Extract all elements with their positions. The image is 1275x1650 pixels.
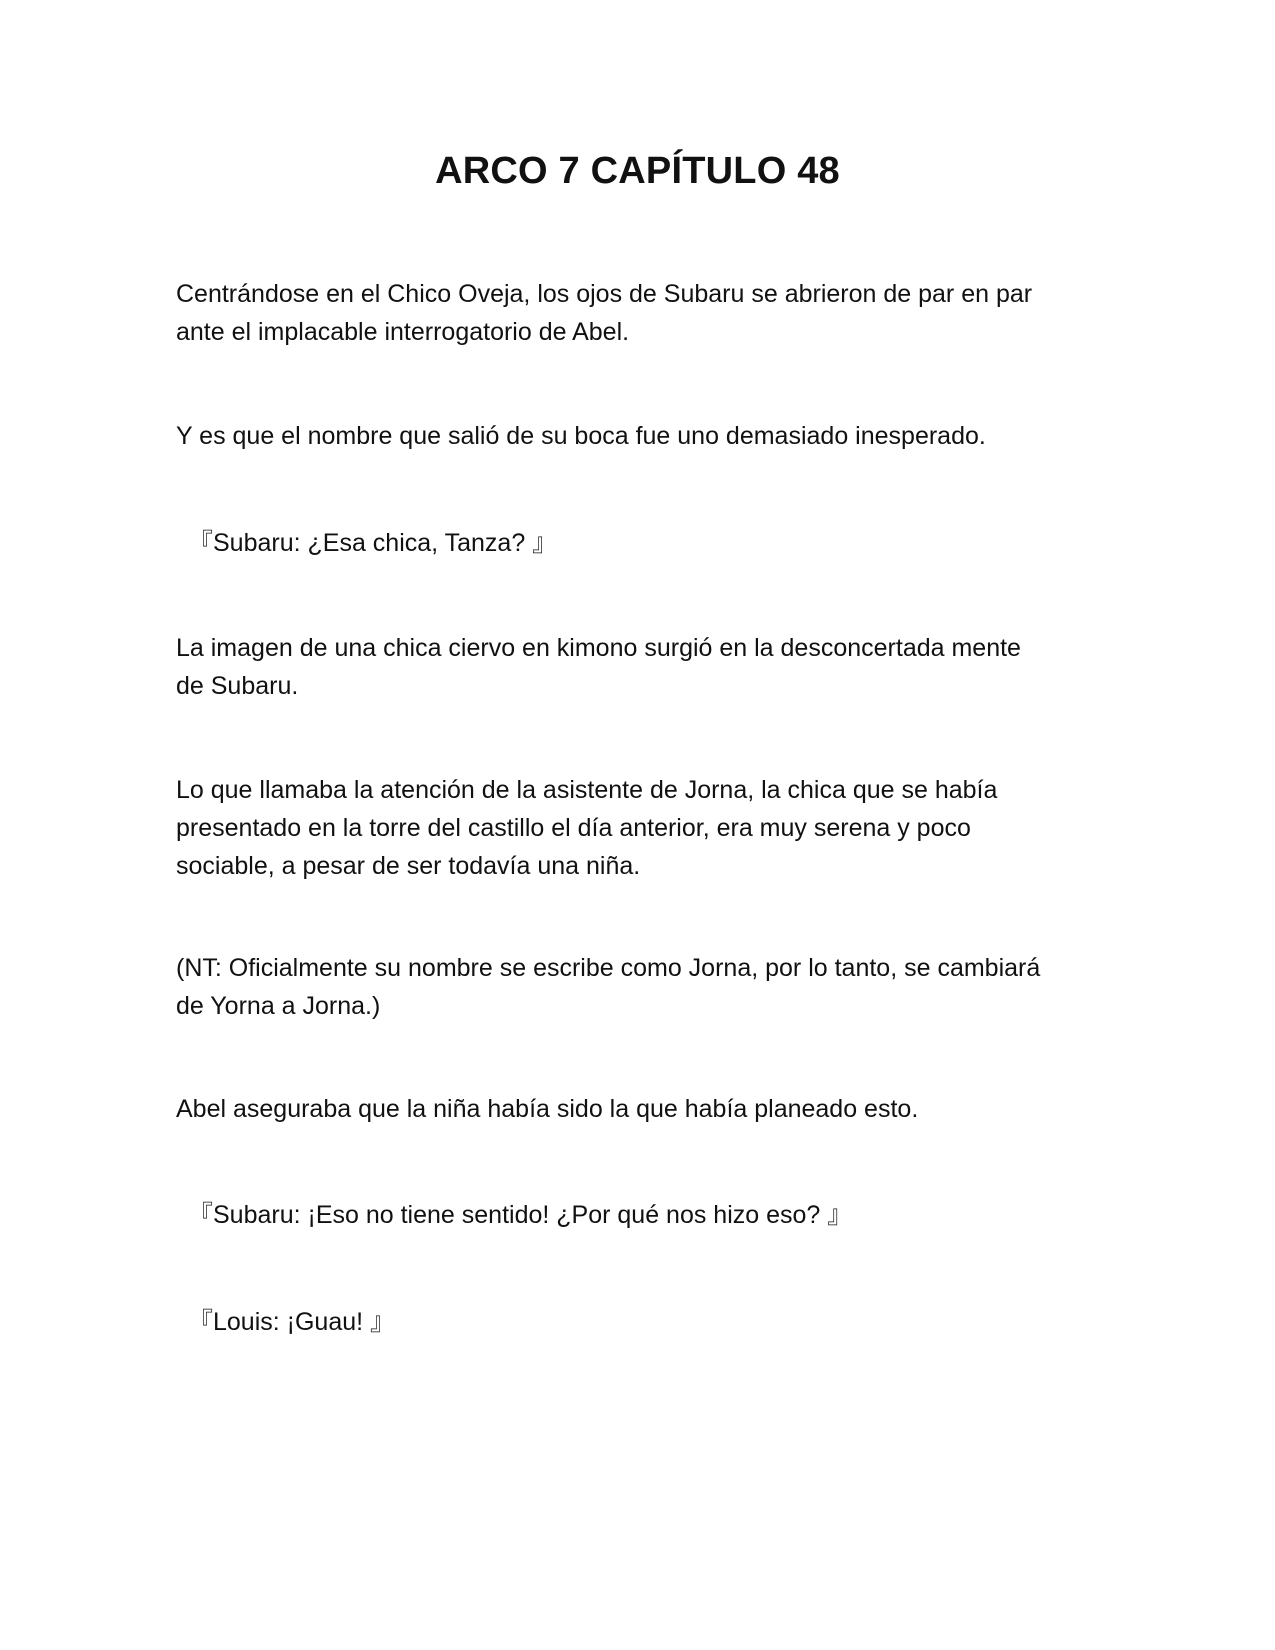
dialogue-line: 『Louis: ¡Guau! 』 bbox=[188, 1308, 396, 1336]
paragraph-line: de Subaru. bbox=[176, 672, 299, 700]
paragraph-3 bbox=[176, 629, 1116, 705]
paragraph-5 bbox=[176, 949, 1116, 1025]
paragraph-line: de Yorna a Jorna.) bbox=[176, 992, 381, 1020]
paragraph-line: (NT: Oficialmente su nombre se escribe como Jorna, por lo tanto, se cambiará bbox=[176, 954, 1041, 982]
paragraph-line: sociable, a pesar de ser todavía una niña. bbox=[176, 852, 641, 880]
paragraph-4 bbox=[176, 771, 1116, 885]
paragraph-1 bbox=[176, 275, 1116, 351]
dialogue-line: 『Subaru: ¡Eso no tiene sentido! ¿Por qué nos hizo eso? 』 bbox=[188, 1201, 853, 1229]
paragraph-line: Abel aseguraba que la niña había sido la que había planeado esto. bbox=[176, 1095, 919, 1123]
dialogue-1 bbox=[188, 524, 1128, 562]
paragraph-line: presentado en la torre del castillo el día anterior, era muy serena y poco bbox=[176, 814, 971, 842]
dialogue-2 bbox=[188, 1196, 1128, 1234]
paragraph-line: ante el implacable interrogatorio de Abel. bbox=[176, 318, 630, 346]
paragraph-2 bbox=[176, 417, 1116, 455]
paragraph-line: Centrándose en el Chico Oveja, los ojos de Subaru se abrieron de par en par bbox=[176, 280, 1033, 308]
paragraph-6 bbox=[176, 1090, 1116, 1128]
paragraph-line: La imagen de una chica ciervo en kimono surgió en la desconcertada mente bbox=[176, 634, 1021, 662]
paragraph-line: Y es que el nombre que salió de su boca fue uno demasiado inesperado. bbox=[176, 422, 986, 450]
chapter-title: ARCO 7 CAPÍTULO 48 bbox=[435, 150, 840, 192]
dialogue-line: 『Subaru: ¿Esa chica, Tanza? 』 bbox=[188, 529, 558, 557]
dialogue-3 bbox=[188, 1303, 1128, 1341]
paragraph-line: Lo que llamaba la atención de la asistente de Jorna, la chica que se había bbox=[176, 776, 998, 804]
